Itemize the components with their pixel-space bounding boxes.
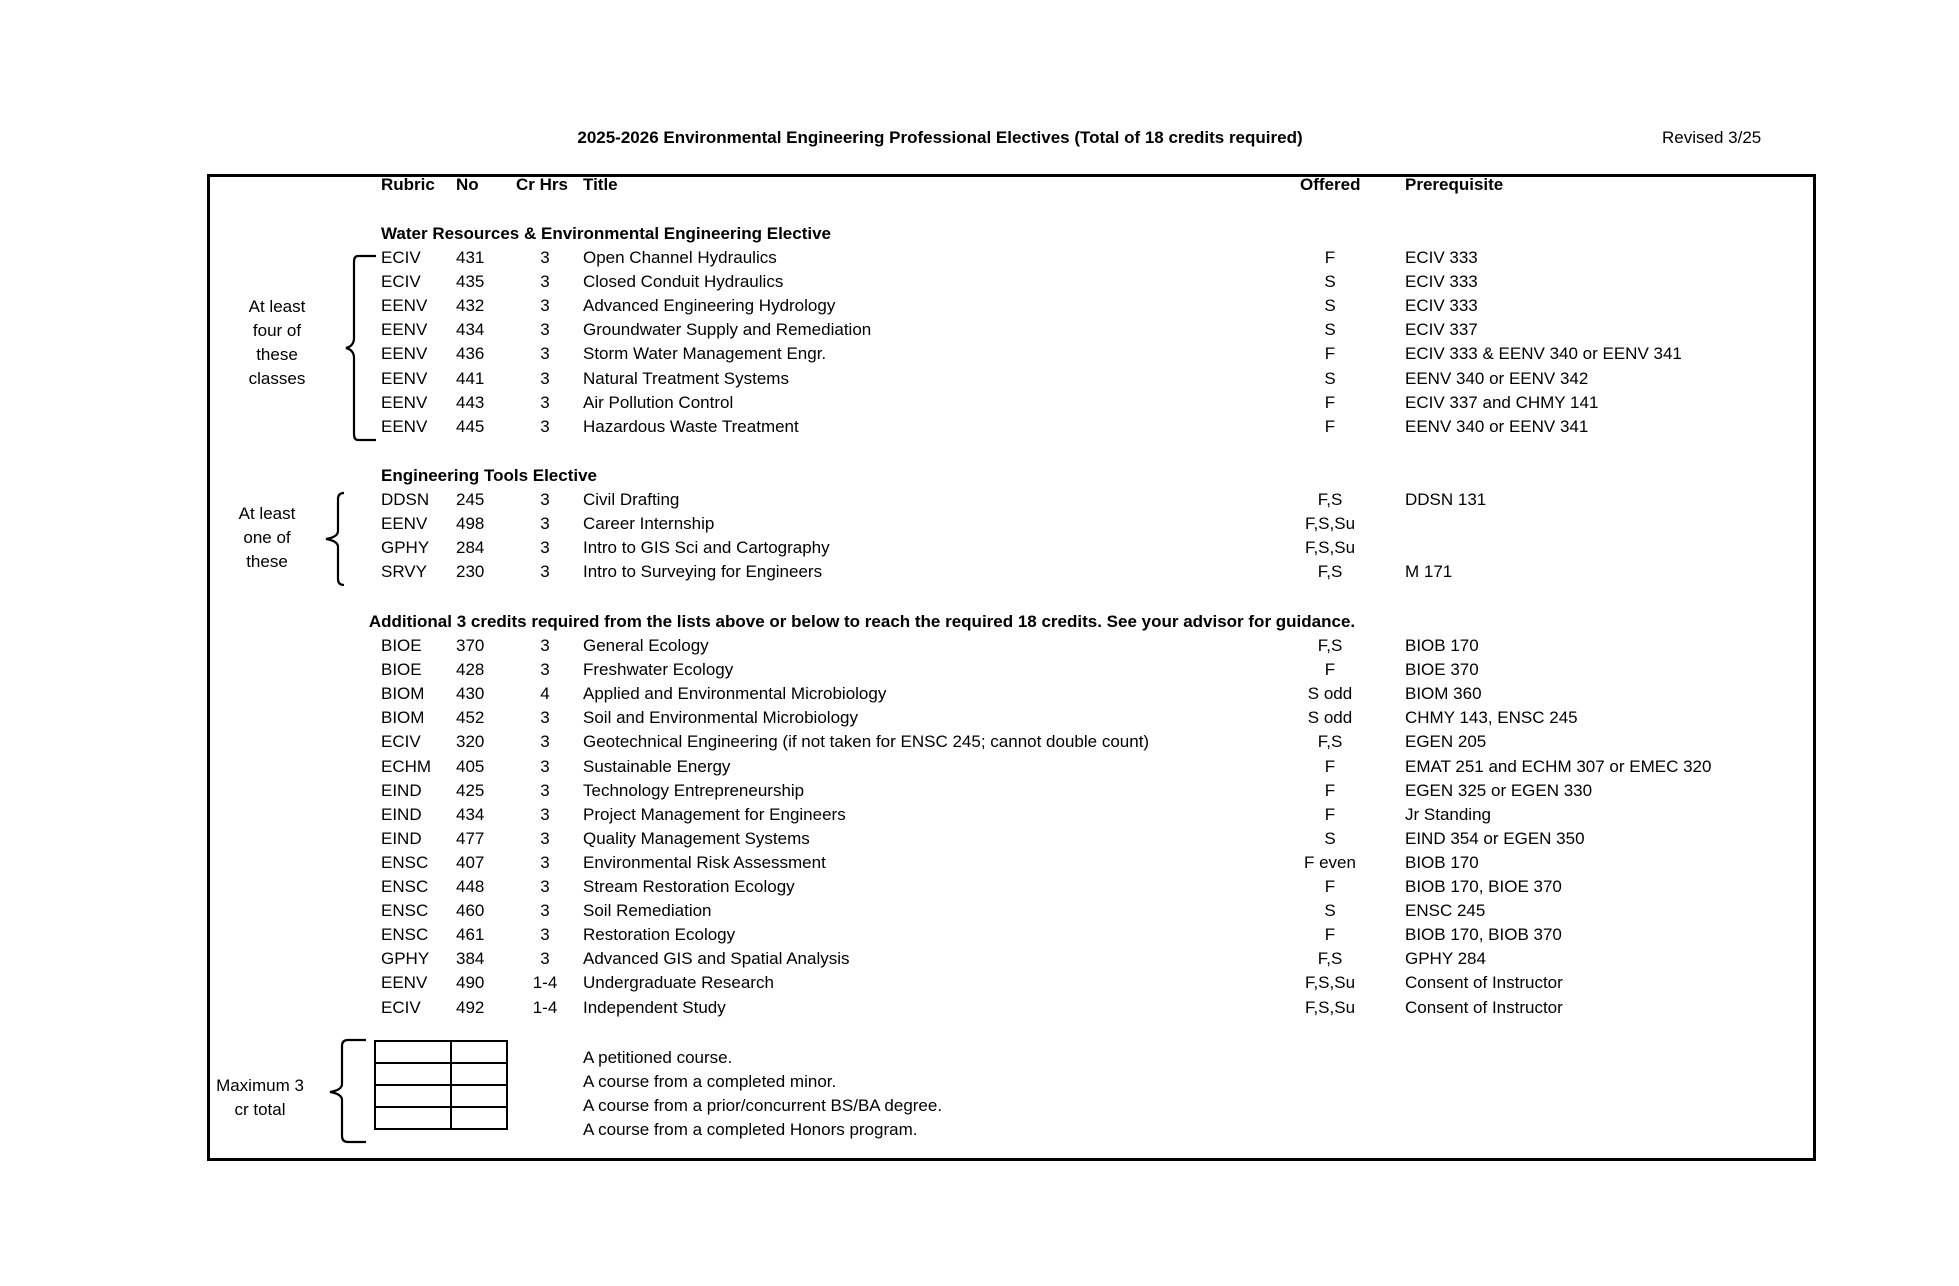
course-row	[0, 708, 1950, 732]
course-credit-hours: 3	[540, 368, 550, 388]
course-title: Restoration Ecology	[583, 925, 736, 945]
course-rubric: EENV	[381, 368, 428, 388]
course-number: 441	[456, 368, 485, 388]
checkbox-cell[interactable]	[375, 1041, 451, 1063]
petition-item: A petitioned course.	[583, 1048, 733, 1067]
course-prerequisite: BIOB 170	[1405, 636, 1479, 655]
course-prerequisite: Consent of Instructor	[1405, 997, 1563, 1017]
course-rubric: GPHY	[381, 538, 430, 558]
course-title: Air Pollution Control	[583, 392, 734, 412]
checkbox-cell[interactable]	[375, 1063, 451, 1085]
course-offered: F,S	[1317, 732, 1343, 752]
checkbox-cell[interactable]	[375, 1085, 451, 1107]
course-row	[0, 853, 1950, 877]
course-rubric: EENV	[381, 973, 428, 993]
course-number: 452	[456, 708, 485, 728]
course-prerequisite: BIOB 170	[1405, 852, 1479, 872]
course-number: 477	[456, 828, 485, 848]
petition-item: A course from a prior/concurrent BS/BA degree.	[583, 1096, 943, 1115]
course-offered: F,S	[1317, 490, 1343, 509]
course-offered: F	[1324, 925, 1336, 945]
course-credit-hours: 3	[540, 949, 550, 969]
course-row	[0, 949, 1950, 973]
course-title: Intro to Surveying for Engineers	[583, 562, 823, 582]
course-row	[0, 417, 1950, 441]
page-title: 2025-2026 Environmental Engineering Professional Electives (Total of 18 credits required)	[577, 128, 1303, 147]
checkbox-cell[interactable]	[375, 1107, 451, 1129]
course-number: 448	[456, 877, 485, 896]
course-offered: S	[1324, 272, 1336, 292]
checkbox-row	[375, 1063, 507, 1085]
course-rubric: BIOM	[381, 708, 425, 728]
course-offered: S odd	[1307, 684, 1353, 704]
petition-brace	[318, 1038, 368, 1144]
course-prerequisite: ECIV 333	[1405, 296, 1478, 316]
checkbox-row	[375, 1085, 507, 1107]
course-title: Groundwater Supply and Remediation	[583, 320, 872, 340]
course-credit-hours: 3	[540, 320, 550, 340]
course-row	[0, 998, 1950, 1022]
course-title: Soil and Environmental Microbiology	[583, 708, 858, 728]
course-credit-hours: 3	[540, 538, 550, 558]
tools-side-label: At least one of these	[238, 504, 296, 571]
course-number: 498	[456, 514, 485, 534]
course-credit-hours: 3	[540, 756, 550, 776]
course-offered: F even	[1304, 852, 1356, 872]
petition-item: A course from a completed Honors program.	[583, 1120, 918, 1139]
checkbox-row	[375, 1041, 507, 1063]
course-credit-hours: 4	[540, 684, 550, 704]
course-title: Environmental Risk Assessment	[583, 852, 826, 872]
course-number: 384	[456, 949, 485, 969]
course-title: Freshwater Ecology	[583, 660, 734, 680]
course-title: Advanced Engineering Hydrology	[583, 296, 836, 316]
course-title: Sustainable Energy	[583, 756, 731, 776]
course-prerequisite: BIOB 170, BIOB 370	[1405, 925, 1562, 945]
course-number: 407	[456, 852, 485, 872]
course-offered: F	[1324, 877, 1336, 896]
course-row	[0, 925, 1950, 949]
course-rubric: EIND	[381, 804, 422, 824]
course-title: Closed Conduit Hydraulics	[583, 272, 784, 292]
course-rubric: BIOE	[381, 660, 422, 680]
course-title: Quality Management Systems	[583, 828, 810, 848]
course-credit-hours: 3	[540, 344, 550, 364]
course-offered: F,S,Su	[1304, 997, 1356, 1017]
course-credit-hours: 3	[540, 852, 550, 872]
course-offered: F,S,Su	[1304, 538, 1356, 558]
course-rubric: ENSC	[381, 901, 429, 921]
course-rubric: EENV	[381, 392, 428, 412]
course-row	[0, 973, 1950, 997]
course-credit-hours: 3	[540, 708, 550, 728]
course-row	[0, 393, 1950, 417]
course-title: Stream Restoration Ecology	[583, 877, 795, 896]
course-title: Undergraduate Research	[583, 973, 774, 993]
course-credit-hours: 3	[540, 416, 550, 436]
course-credit-hours: 1-4	[532, 973, 558, 993]
course-prerequisite: EGEN 325 or EGEN 330	[1405, 780, 1593, 800]
course-rubric: ECIV	[381, 732, 421, 752]
course-offered: S	[1324, 901, 1336, 921]
course-rubric: EENV	[381, 514, 428, 534]
course-rubric: BIOM	[381, 684, 425, 704]
course-credit-hours: 3	[540, 514, 550, 534]
course-number: 428	[456, 660, 485, 680]
course-credit-hours: 3	[540, 392, 550, 412]
course-number: 434	[456, 804, 485, 824]
course-number: 425	[456, 780, 485, 800]
course-title: Independent Study	[583, 997, 726, 1017]
course-title: Soil Remediation	[583, 901, 712, 921]
course-title: Intro to GIS Sci and Cartography	[583, 538, 830, 558]
course-prerequisite: BIOB 170, BIOE 370	[1405, 877, 1562, 896]
tools-brace	[320, 491, 370, 587]
header-offered: Offered	[1300, 175, 1361, 194]
revised-date: Revised 3/25	[1662, 128, 1762, 147]
course-number: 490	[456, 973, 485, 993]
course-number: 405	[456, 756, 485, 776]
course-credit-hours: 1-4	[532, 997, 558, 1017]
course-rubric: ENSC	[381, 925, 429, 945]
checkbox-cell[interactable]	[451, 1041, 507, 1063]
course-prerequisite: EENV 340 or EENV 341	[1405, 416, 1589, 436]
course-prerequisite: EMAT 251 and ECHM 307 or EMEC 320	[1405, 756, 1712, 776]
course-number: 492	[456, 997, 485, 1017]
course-title: Open Channel Hydraulics	[583, 248, 777, 267]
course-title: Career Internship	[583, 514, 715, 534]
course-number: 432	[456, 296, 485, 316]
course-number: 445	[456, 416, 485, 436]
course-title: General Ecology	[583, 636, 709, 655]
section-heading-water: Water Resources & Environmental Engineering Elective	[381, 224, 832, 243]
course-title: Natural Treatment Systems	[583, 368, 789, 388]
course-row	[0, 829, 1950, 853]
course-row	[0, 877, 1950, 901]
course-title: Applied and Environmental Microbiology	[583, 684, 887, 704]
course-credit-hours: 3	[540, 732, 550, 752]
course-prerequisite: ECIV 333	[1405, 248, 1478, 267]
course-rubric: BIOE	[381, 636, 422, 655]
checkbox-row	[375, 1107, 507, 1129]
course-number: 370	[456, 636, 485, 655]
course-rubric: SRVY	[381, 562, 427, 582]
course-credit-hours: 3	[540, 272, 550, 292]
course-prerequisite: EIND 354 or EGEN 350	[1405, 828, 1585, 848]
course-offered: F,S	[1317, 949, 1343, 969]
course-credit-hours: 3	[540, 562, 550, 582]
course-offered: F	[1324, 248, 1336, 267]
course-rubric: ENSC	[381, 877, 429, 896]
course-credit-hours: 3	[540, 925, 550, 945]
course-rubric: EIND	[381, 780, 422, 800]
course-offered: F	[1324, 804, 1336, 824]
course-offered: S	[1324, 320, 1336, 340]
course-credit-hours: 3	[540, 901, 550, 921]
course-prerequisite: ENSC 245	[1405, 901, 1486, 921]
course-offered: F	[1324, 416, 1336, 436]
course-prerequisite: ECIV 333 & EENV 340 or EENV 341	[1405, 344, 1682, 364]
course-title: Storm Water Management Engr.	[583, 344, 827, 364]
course-credit-hours: 3	[540, 248, 550, 267]
course-title: Project Management for Engineers	[583, 804, 846, 824]
petition-item: A course from a completed minor.	[583, 1072, 837, 1091]
course-row	[0, 684, 1950, 708]
course-row	[0, 660, 1950, 684]
course-title: Civil Drafting	[583, 490, 680, 509]
course-number: 434	[456, 320, 485, 340]
course-offered: F,S	[1317, 636, 1343, 655]
course-prerequisite: GPHY 284	[1405, 949, 1486, 969]
course-rubric: DDSN	[381, 490, 430, 509]
course-credit-hours: 3	[540, 828, 550, 848]
course-offered: S	[1324, 296, 1336, 316]
course-rubric: ECIV	[381, 248, 421, 267]
course-prerequisite: ECIV 337	[1405, 320, 1478, 340]
course-credit-hours: 3	[540, 660, 550, 680]
petition-checkbox-grid	[374, 1040, 508, 1130]
course-number: 436	[456, 344, 485, 364]
course-number: 430	[456, 684, 485, 704]
course-credit-hours: 3	[540, 804, 550, 824]
checkbox-cell[interactable]	[451, 1063, 507, 1085]
course-prerequisite: DDSN 131	[1405, 490, 1487, 509]
course-rubric: EENV	[381, 296, 428, 316]
course-offered: F	[1324, 660, 1336, 680]
header-prerequisite: Prerequisite	[1405, 175, 1504, 194]
course-rubric: EIND	[381, 828, 422, 848]
course-prerequisite: EENV 340 or EENV 342	[1405, 368, 1589, 388]
course-row	[0, 636, 1950, 660]
course-number: 284	[456, 538, 485, 558]
course-prerequisite: ECIV 333	[1405, 272, 1478, 292]
course-rubric: ENSC	[381, 852, 429, 872]
course-rubric: EENV	[381, 416, 428, 436]
course-prerequisite: M 171	[1405, 562, 1453, 582]
course-credit-hours: 3	[540, 877, 550, 896]
course-row	[0, 805, 1950, 829]
course-row	[0, 781, 1950, 805]
header-no: No	[456, 175, 479, 194]
course-row	[0, 272, 1950, 296]
header-rubric: Rubric	[381, 175, 435, 194]
checkbox-cell[interactable]	[451, 1085, 507, 1107]
course-prerequisite: BIOE 370	[1405, 660, 1479, 680]
max-credits-label: Maximum 3 cr total	[216, 1076, 304, 1119]
course-rubric: ECHM	[381, 756, 432, 776]
course-offered: F,S,Su	[1304, 973, 1356, 993]
course-credit-hours: 3	[540, 490, 550, 509]
section-heading-tools: Engineering Tools Elective	[381, 466, 598, 485]
course-row	[0, 901, 1950, 925]
course-offered: F,S,Su	[1304, 514, 1356, 534]
additional-credits-note: Additional 3 credits required from the lists above or below to reach the required 18 credits. See your advisor for guidance.	[368, 612, 1356, 631]
course-offered: F	[1324, 344, 1336, 364]
course-prerequisite: CHMY 143, ENSC 245	[1405, 708, 1578, 728]
course-title: Technology Entrepreneurship	[583, 780, 805, 800]
course-row	[0, 248, 1950, 272]
course-credit-hours: 3	[540, 296, 550, 316]
course-title: Geotechnical Engineering (if not taken for ENSC 245; cannot double count)	[583, 732, 1150, 752]
course-offered: F	[1324, 756, 1336, 776]
course-offered: F	[1324, 780, 1336, 800]
course-number: 435	[456, 272, 485, 292]
course-rubric: EENV	[381, 320, 428, 340]
header-title: Title	[583, 175, 618, 194]
course-number: 245	[456, 490, 485, 509]
course-rubric: GPHY	[381, 949, 430, 969]
checkbox-cell[interactable]	[451, 1107, 507, 1129]
course-rubric: EENV	[381, 344, 428, 364]
course-number: 461	[456, 925, 485, 945]
course-rubric: ECIV	[381, 997, 421, 1017]
course-number: 431	[456, 248, 485, 267]
course-title: Hazardous Waste Treatment	[583, 416, 799, 436]
water-brace	[328, 254, 378, 442]
course-offered: S	[1324, 828, 1336, 848]
course-prerequisite: Consent of Instructor	[1405, 973, 1563, 993]
course-prerequisite: ECIV 337 and CHMY 141	[1405, 392, 1599, 412]
course-rubric: ECIV	[381, 272, 421, 292]
course-offered: S	[1324, 368, 1336, 388]
course-title: Advanced GIS and Spatial Analysis	[583, 949, 850, 969]
header-cr-hrs: Cr Hrs	[516, 175, 568, 194]
water-side-label: At least four of these classes	[248, 297, 306, 388]
course-offered: S odd	[1307, 708, 1353, 728]
course-number: 230	[456, 562, 485, 582]
course-number: 320	[456, 732, 485, 752]
course-number: 443	[456, 392, 485, 412]
course-offered: F	[1324, 392, 1336, 412]
course-prerequisite: BIOM 360	[1405, 684, 1482, 704]
course-offered: F,S	[1317, 562, 1343, 582]
course-prerequisite: EGEN 205	[1405, 732, 1487, 752]
course-credit-hours: 3	[540, 636, 550, 655]
course-number: 460	[456, 901, 485, 921]
course-prerequisite: Jr Standing	[1405, 804, 1491, 824]
course-credit-hours: 3	[540, 780, 550, 800]
course-row	[0, 757, 1950, 781]
course-row	[0, 732, 1950, 756]
